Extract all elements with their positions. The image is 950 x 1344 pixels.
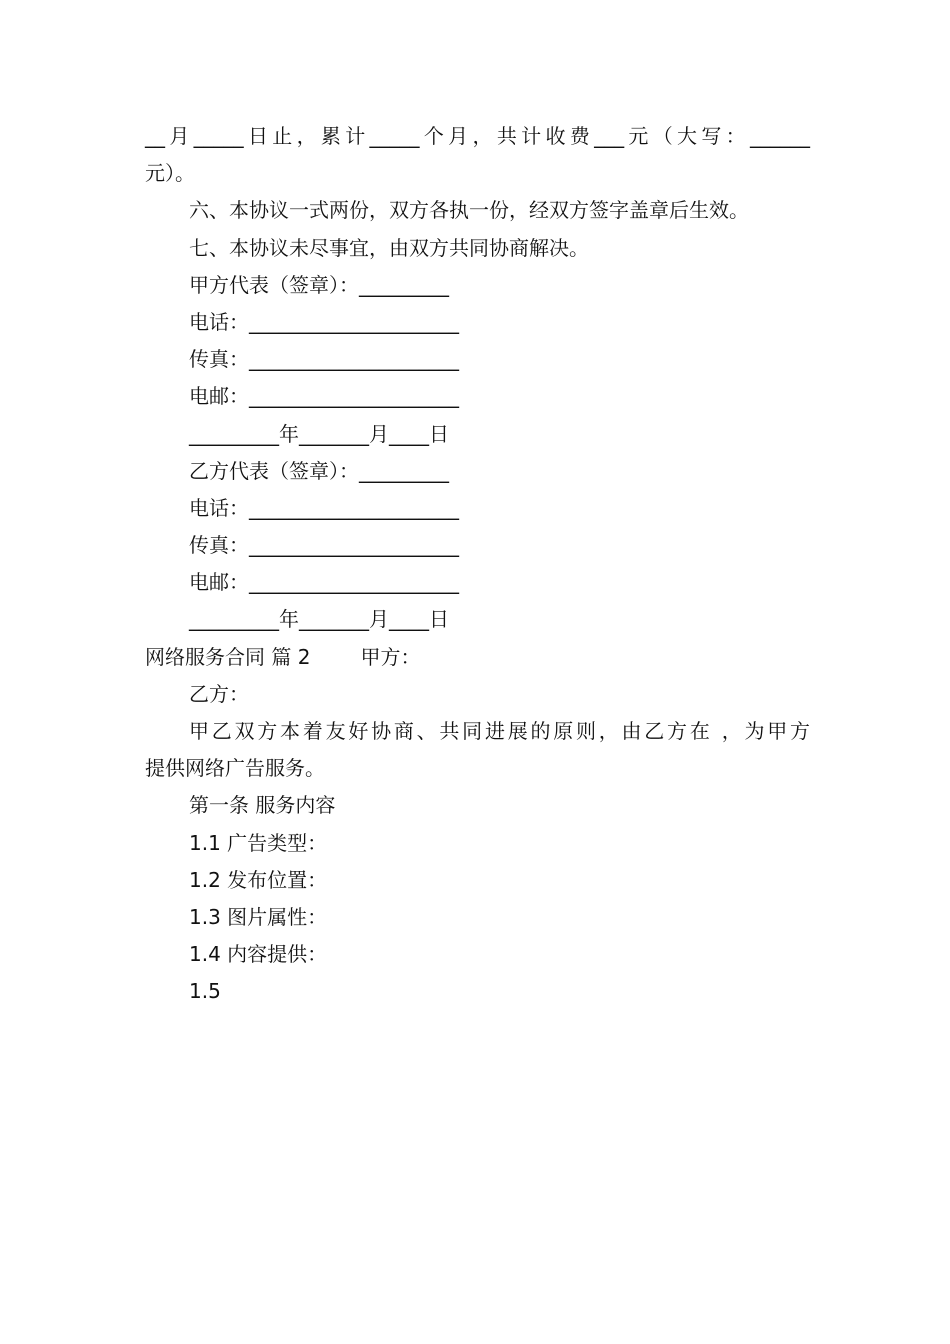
contract-heading: 网络服务合同 篇 2 [145,644,311,669]
party-a-representative: 甲方代表（签章）：_________ [189,272,449,297]
preamble-paragraph-cont: 提供网络广告服务。 [145,756,325,781]
preamble-paragraph: 甲乙双方本着友好协商、共同进展的原则，由乙方在 ，为甲方 [189,719,810,743]
item-1-4: 1.4 内容提供： [189,942,328,967]
clause-six: 六、本协议一式两份，双方各执一份，经双方签字盖章后生效。 [189,198,749,223]
party-a-phone: 电话：_____________________ [189,309,459,334]
item-1-2: 1.2 发布位置： [189,867,328,892]
party-a-fax: 传真：_____________________ [189,347,459,372]
clause-seven: 七、本协议未尽事宜，由双方共同协商解决。 [189,235,589,260]
fee-period-line: __月_____日止，累计_____个月，共计收费___元（大写：______ [145,124,810,148]
item-1-1: 1.1 广告类型： [189,830,328,855]
item-1-5: 1.5 [189,979,221,1004]
fee-period-line-cont: 元）。 [145,161,195,186]
article-one-title: 第一条 服务内容 [189,793,336,818]
party-a-date: _________年_______月____日 [189,421,449,446]
party-a-label: 甲方： [360,644,421,669]
party-b-label: 乙方： [189,681,249,706]
party-b-fax: 传真：_____________________ [189,533,459,558]
item-1-3: 1.3 图片属性： [189,904,328,929]
party-b-representative: 乙方代表（签章）：_________ [189,458,449,483]
party-a-email: 电邮：_____________________ [189,384,459,409]
party-b-phone: 电话：_____________________ [189,495,459,520]
document-body [145,118,810,1011]
contract-heading-line [145,639,810,676]
party-b-date: _________年_______月____日 [189,607,449,632]
party-b-email: 电邮：_____________________ [189,570,459,595]
